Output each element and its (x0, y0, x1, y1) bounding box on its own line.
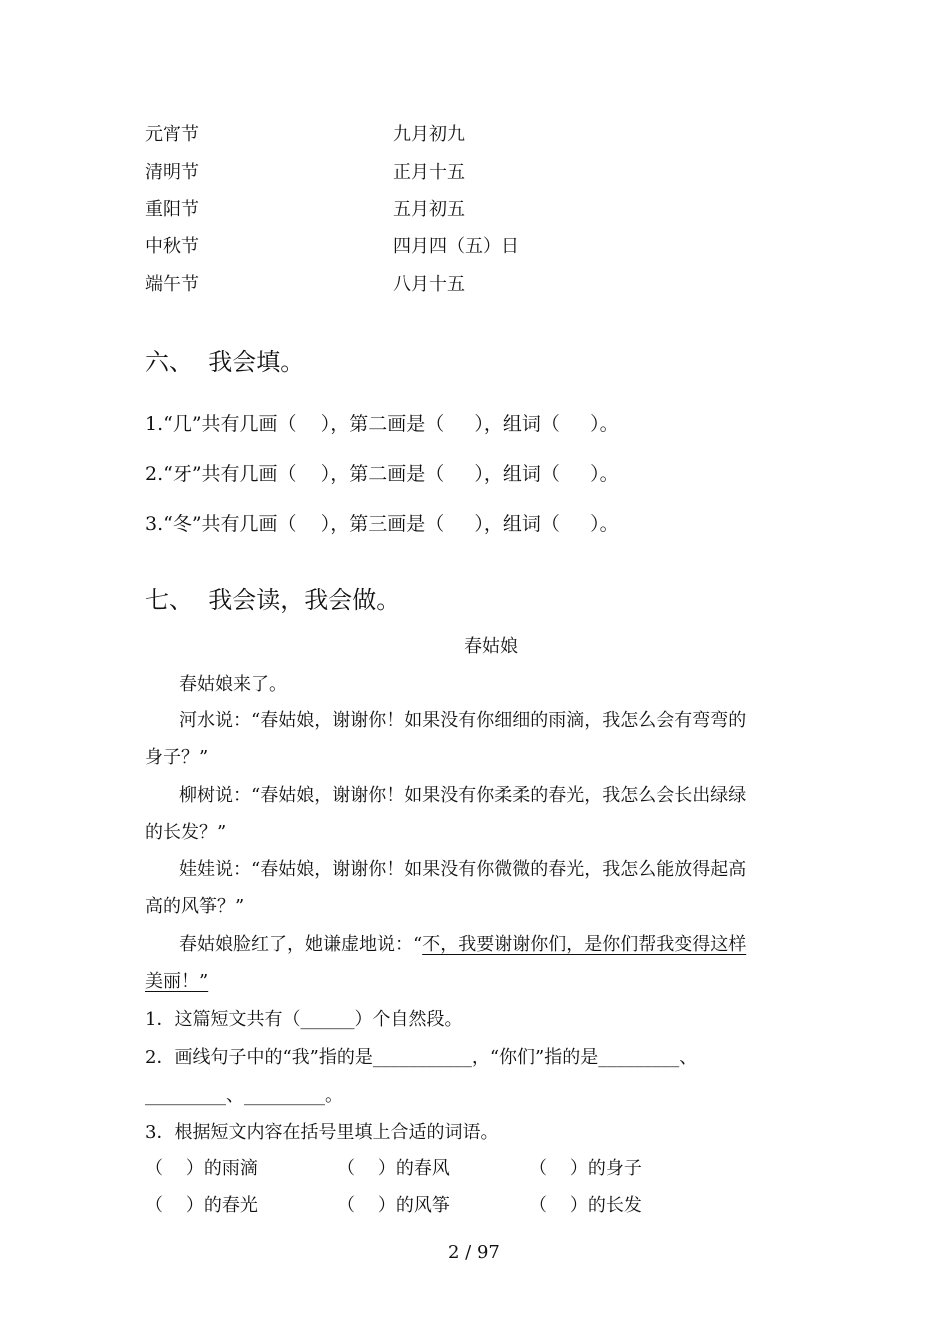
question-item: 1．这篇短文共有（______）个自然段。 (145, 1009, 463, 1030)
question-item: 2．画线句子中的“我”指的是___________，“你们”指的是_________、 (145, 1047, 698, 1068)
question-item: 3.“冬”共有几画（ ），第三画是（ ），组词（ ）。 (145, 513, 619, 535)
festival-date: 八月十五 (393, 274, 465, 295)
question-item-cont: _________、_________。 (145, 1085, 343, 1106)
passage-paragraph-cont: 高的风筝？” (145, 896, 245, 917)
fill-blank: （ ）的雨滴 (145, 1158, 258, 1179)
passage-paragraph: 娃娃说：“春姑娘，谢谢你！如果没有你微微的春光，我怎么能放得起高 (179, 859, 747, 880)
fill-blank: （ ）的长发 (529, 1195, 642, 1216)
underlined-sentence: 不，我要谢谢你们，是你们帮我变得这样 (422, 934, 747, 955)
festival-date: 九月初九 (393, 124, 465, 145)
section-seven-heading: 七、 我会读，我会做。 (145, 586, 401, 614)
page-number: 2 / 97 (448, 1242, 500, 1263)
passage-title: 春姑娘 (464, 636, 518, 657)
passage-paragraph-cont: 身子？” (145, 747, 209, 768)
passage-paragraph: 河水说：“春姑娘，谢谢你！如果没有你细细的雨滴，我怎么会有弯弯的 (179, 710, 747, 731)
passage-paragraph-cont: 的长发？” (145, 822, 227, 843)
passage-text: 春姑娘脸红了，她谦虚地说：“ (179, 934, 423, 955)
festival-date: 正月十五 (393, 162, 465, 183)
fill-blank: （ ）的春风 (337, 1158, 450, 1179)
festival-name: 中秋节 (145, 236, 199, 257)
passage-paragraph (179, 930, 746, 956)
festival-name: 清明节 (145, 162, 199, 183)
section-six-heading: 六、 我会填。 (145, 348, 305, 376)
fill-blank: （ ）的风筝 (337, 1195, 450, 1216)
festival-date: 五月初五 (393, 199, 465, 220)
fill-blank: （ ）的春光 (145, 1195, 258, 1216)
passage-paragraph: 春姑娘来了。 (179, 674, 287, 695)
question-item: 3．根据短文内容在括号里填上合适的词语。 (145, 1122, 499, 1143)
question-item: 1.“几”共有几画（ ），第二画是（ ），组词（ ）。 (145, 413, 619, 435)
festival-name: 重阳节 (145, 199, 199, 220)
underlined-sentence-cont: 美丽！” (145, 971, 209, 992)
festival-name: 元宵节 (145, 124, 199, 145)
question-item: 2.“牙”共有几画（ ），第二画是（ ），组词（ ）。 (145, 463, 619, 485)
passage-paragraph: 柳树说：“春姑娘，谢谢你！如果没有你柔柔的春光，我怎么会长出绿绿 (179, 785, 747, 806)
fill-blank: （ ）的身子 (529, 1158, 642, 1179)
festival-name: 端午节 (145, 274, 199, 295)
festival-date: 四月四（五）日 (393, 236, 519, 257)
